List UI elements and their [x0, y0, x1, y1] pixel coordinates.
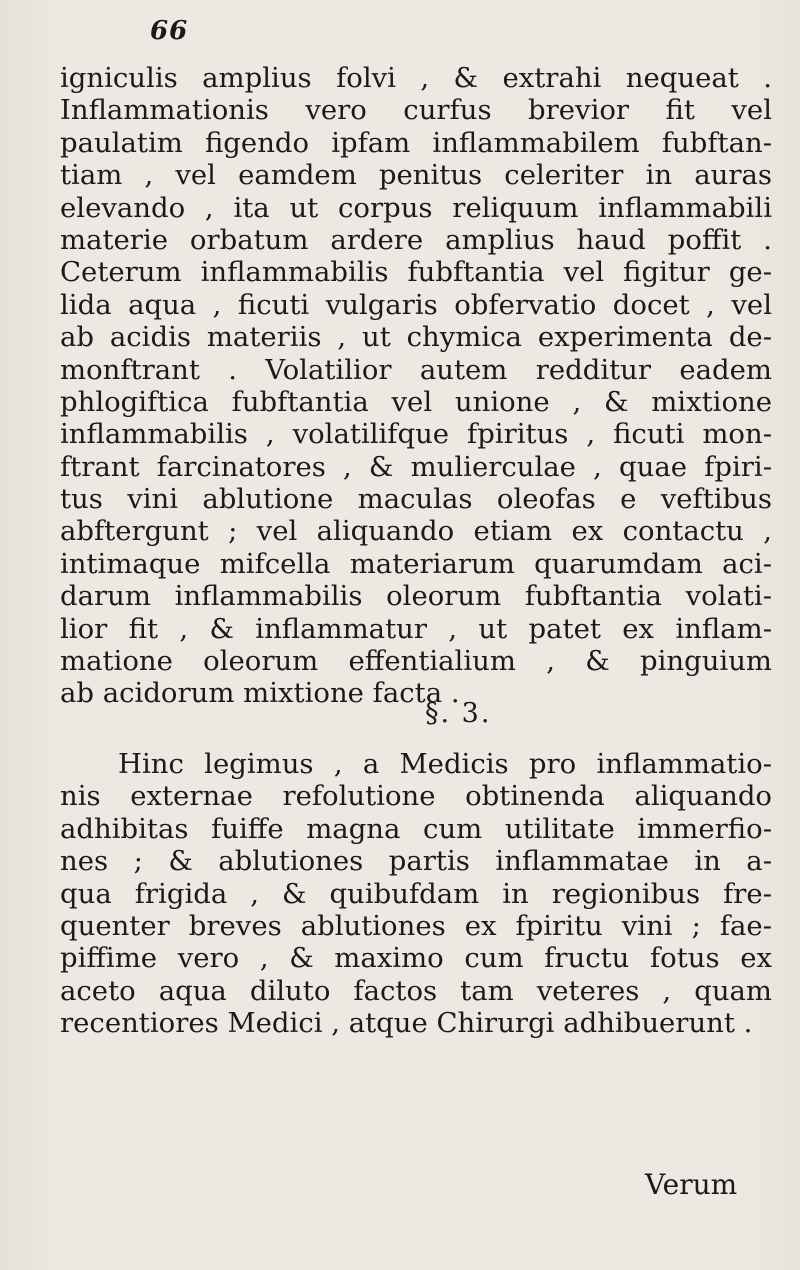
text-line: ab acidorum mixtione facta . [60, 677, 460, 710]
text-line: recentiores Medici , atque Chirurgi adhibuerunt . [60, 1007, 753, 1040]
catchword: Verum [645, 1168, 738, 1201]
text-line: lior fit , & inflammatur , ut patet ex inflam- [60, 612, 772, 645]
text-line: monftrant . Volatilior autem redditur eadem [60, 353, 772, 386]
text-line: aceto aqua diluto factos tam veteres , quam [60, 974, 772, 1007]
paragraph-2 [60, 748, 772, 1040]
text-line: piffime vero , & maximo cum fructu fotus ex [60, 942, 772, 975]
text-line: elevando , ita ut corpus reliquum inflammabili [60, 191, 772, 224]
text-line: igniculis amplius folvi , & extrahi nequeat . [60, 62, 772, 94]
text-line: quenter breves ablutiones ex fpiritu vini ; fae- [60, 909, 772, 942]
text-line: materie orbatum ardere amplius haud poffit . [60, 223, 772, 256]
text-line: abftergunt ; vel aliquando etiam ex contactu , [60, 515, 772, 548]
section-heading: §. 3. [425, 698, 492, 729]
text-line: phlogiftica fubftantia vel unione , & mixtione [60, 385, 772, 418]
text-line: Ceterum inflammabilis fubftantia vel figitur ge- [60, 256, 772, 289]
text-line: intimaque mifcella materiarum quarumdam aci- [60, 547, 772, 580]
text-line: ftrant farcinatores , & mulierculae , quae fpiri- [60, 450, 772, 483]
text-line: nis externae refolutione obtinenda aliquando [60, 780, 772, 813]
text-line: tus vini ablutione maculas oleofas e veftibus [60, 483, 772, 516]
text-line: Inflammationis vero curfus brevior fit vel [60, 94, 772, 127]
page-number: 66 [150, 16, 189, 46]
text-line: qua frigida , & quibufdam in regionibus fre- [60, 877, 772, 910]
text-line: nes ; & ablutiones partis inflammatae in a- [60, 845, 772, 878]
text-line: lida aqua , ficuti vulgaris obfervatio docet , vel [60, 288, 772, 321]
text-line: tiam , vel eamdem penitus celeriter in auras [60, 159, 772, 192]
paragraph-1 [60, 62, 772, 710]
text-line: inflammabilis , volatilifque fpiritus , ficuti mon- [60, 418, 772, 451]
text-line: ab acidis materiis , ut chymica experimenta de- [60, 321, 772, 354]
text-line: adhibitas fuiffe magna cum utilitate immerfio- [60, 812, 772, 845]
text-line: darum inflammabilis oleorum fubftantia volati- [60, 580, 772, 613]
text-line: paulatim figendo ipfam inflammabilem fubftan- [60, 126, 772, 159]
text-line: Hinc legimus , a Medicis pro inflammatio- [118, 748, 772, 780]
text-line: matione oleorum effentialium , & pinguium [60, 645, 772, 678]
